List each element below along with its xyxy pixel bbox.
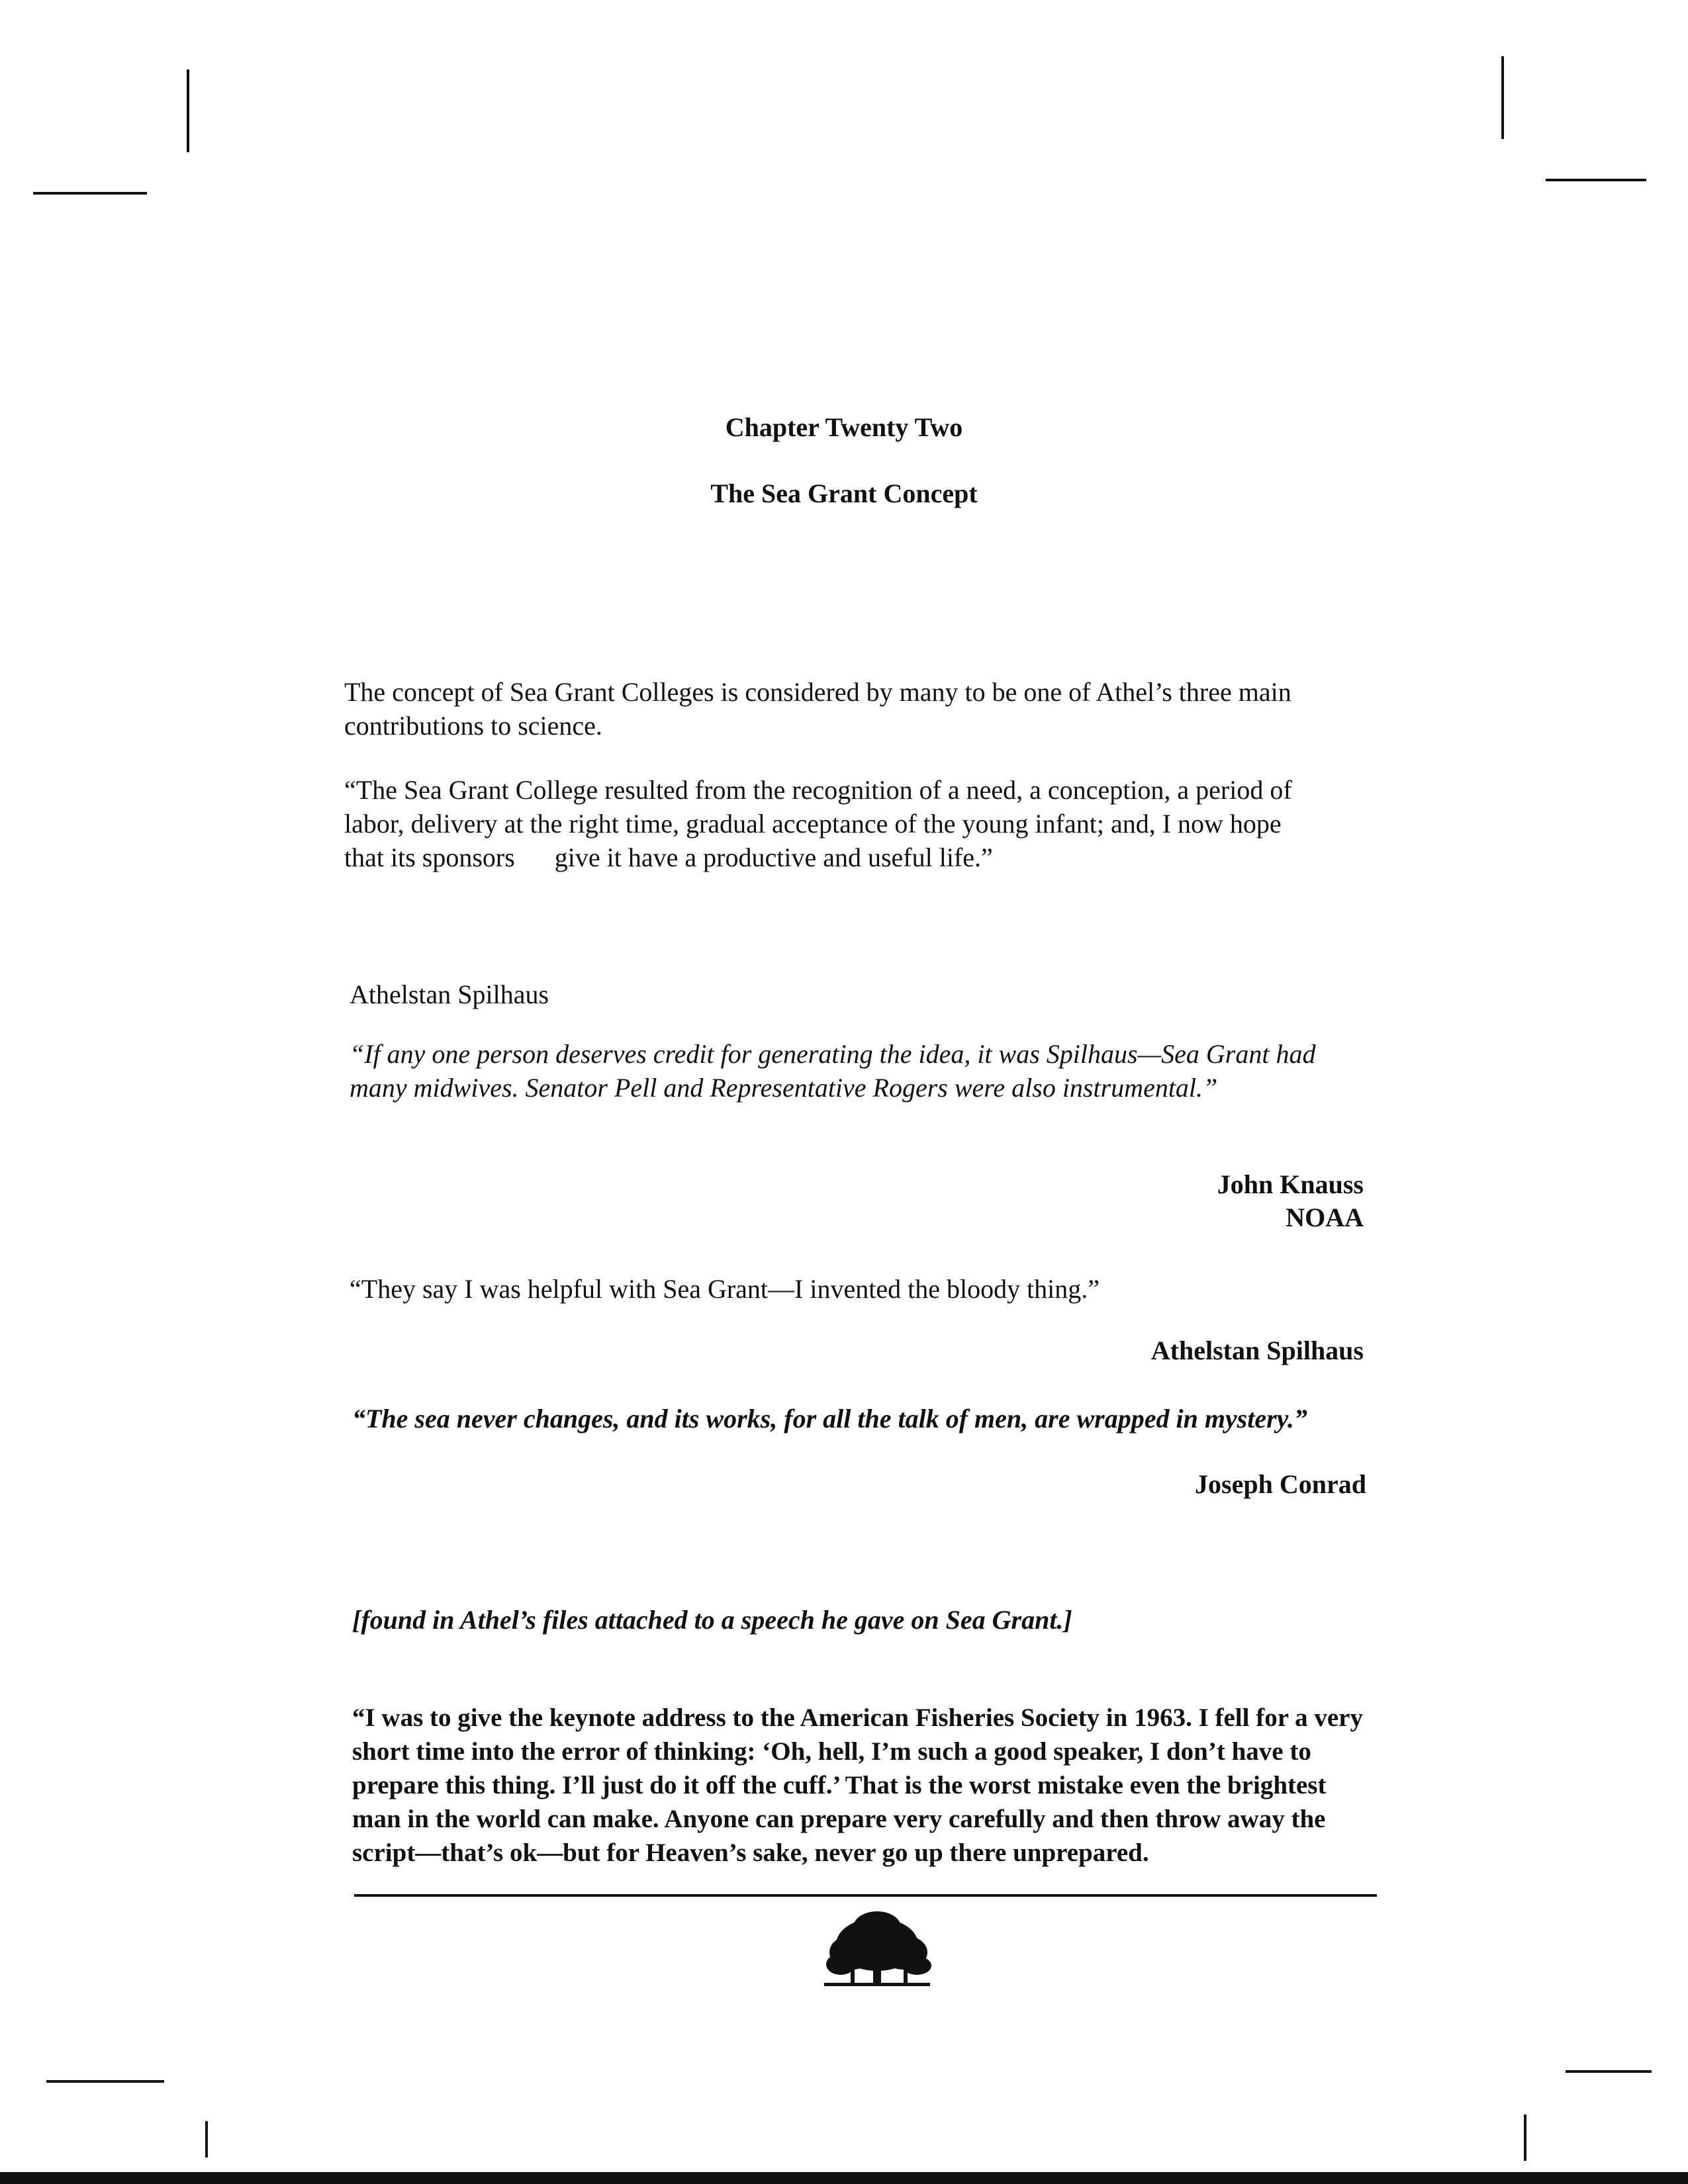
crop-mark-top-left-horizontal xyxy=(33,192,147,195)
scan-bottom-edge xyxy=(0,2172,1688,2184)
attribution-org: NOAA xyxy=(1286,1203,1364,1232)
intro-paragraph: The concept of Sea Grant Colleges is considered by many to be one of Athel’s three main contributions to science. xyxy=(344,677,1291,741)
oak-tree-icon xyxy=(811,1906,943,1999)
quote-attribution: Athelstan Spilhaus xyxy=(1150,1336,1364,1365)
quote-line: labor, delivery at the right time, gradual acceptance of the young infant; and, I now hope xyxy=(344,809,1282,839)
crop-mark-top-right-vertical xyxy=(1501,56,1504,139)
footer-rule xyxy=(354,1894,1377,1897)
editor-note: [found in Athel’s files attached to a speech he gave on Sea Grant.] xyxy=(352,1605,1072,1635)
quote-invented: “They say I was helpful with Sea Grant—I invented the bloody thing.” xyxy=(350,1274,1100,1304)
quote-conrad: “The sea never changes, and its works, for all the talk of men, are wrapped in mystery.” xyxy=(352,1404,1307,1433)
quote-attribution: Joseph Conrad xyxy=(1195,1469,1366,1499)
quote-sea-grant-college xyxy=(344,773,1377,874)
crop-mark-bottom-right-vertical xyxy=(1524,2115,1526,2161)
quote-line xyxy=(344,841,1377,874)
chapter-label: Chapter Twenty Two xyxy=(725,412,963,442)
quote-attribution xyxy=(1217,1168,1364,1234)
crop-mark-top-left-vertical xyxy=(187,69,189,152)
crop-mark-top-right-horizontal xyxy=(1546,179,1646,181)
quote-attribution: Athelstan Spilhaus xyxy=(350,979,549,1009)
crop-mark-bottom-right-horizontal xyxy=(1566,2070,1652,2073)
quote-line: “The Sea Grant College resulted from the recognition of a need, a conception, a period of xyxy=(344,775,1292,805)
speech-excerpt: “I was to give the keynote address to the American Fisheries Society in 1963. I fell for a very short time into the error of thinking: ‘Oh, hell, I’m such a good speaker, I don’t have to prepare this thing. I’ll just do it off the cuff.’ That is the worst mistake even the brightest man in the world can make. Anyone can prepare very carefully and then throw away the script—that’s ok—but for Heaven’s sake, never go up there unprepared. xyxy=(352,1704,1363,1867)
crop-mark-bottom-left-horizontal xyxy=(46,2080,164,2083)
chapter-title: The Sea Grant Concept xyxy=(710,478,978,508)
quote-line-part: that its sponsors xyxy=(344,842,515,872)
crop-mark-bottom-left-vertical xyxy=(205,2121,208,2158)
quote-line-part: give it have a productive and useful life.” xyxy=(554,842,993,872)
attribution-name: John Knauss xyxy=(1217,1169,1364,1199)
quote-credit-spilhaus: “If any one person deserves credit for generating the idea, it was Spilhaus—Sea Grant had many midwives. Senator Pell and Representative Rogers were also instrumental.” xyxy=(350,1039,1316,1103)
